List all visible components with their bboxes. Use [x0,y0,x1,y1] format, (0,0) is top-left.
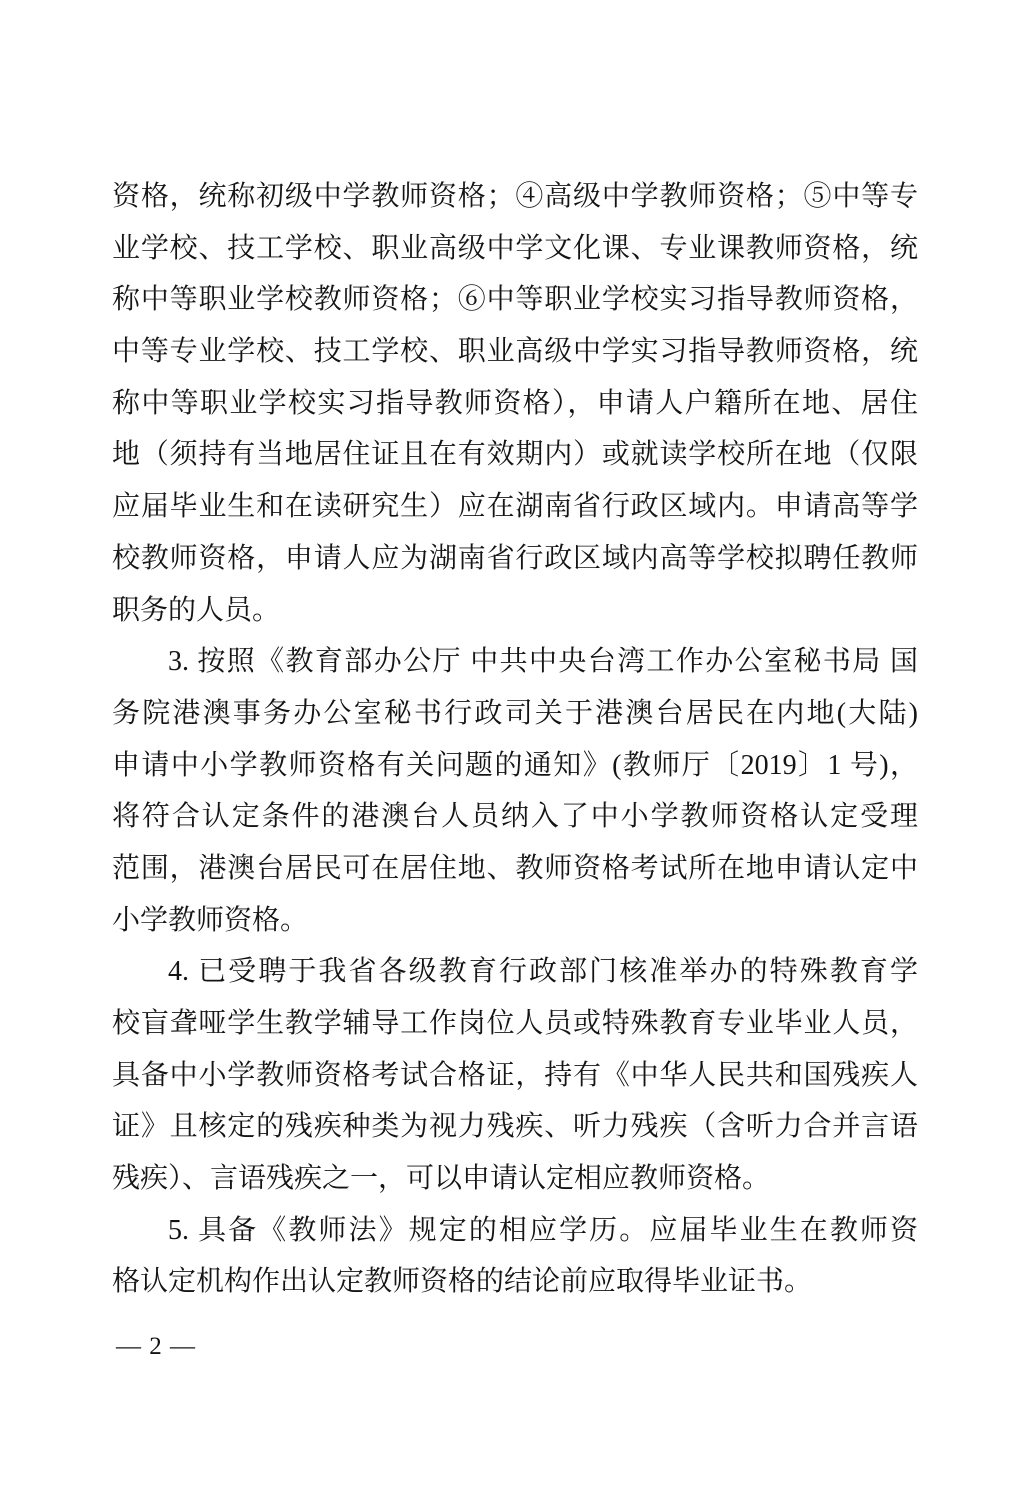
document-line: 务院港澳事务办公室秘书行政司关于港澳台居民在内地(大陆) [112,697,918,729]
document-line: 范围，港澳台居民可在居住地、教师资格考试所在地申请认定中 [112,852,918,884]
document-body [112,171,918,1308]
paragraph-clause-4 [112,946,918,1204]
paragraph-continuation [112,171,918,636]
document-line: 具备中小学教师资格考试合格证，持有《中华人民共和国残疾人 [112,1059,918,1091]
document-line: 证》且核定的残疾种类为视力残疾、听力残疾（含听力合并言语 [112,1111,918,1143]
document-line: 格认定机构作出认定教师资格的结论前应取得毕业证书。 [112,1266,813,1298]
document-line: 3. 按照《教育部办公厅 中共中央台湾工作办公室秘书局 国 [168,646,918,678]
document-line: 将符合认定条件的港澳台人员纳入了中小学教师资格认定受理 [112,801,918,833]
document-line: 职务的人员。 [112,594,281,626]
document-line: 残疾）、言语残疾之一，可以申请认定相应教师资格。 [112,1163,771,1195]
document-line: 4. 已受聘于我省各级教育行政部门核准举办的特殊教育学 [168,956,918,988]
paragraph-clause-3 [112,636,918,946]
document-line: 业学校、技工学校、职业高级中学文化课、专业课教师资格，统 [112,232,918,264]
document-line: 资格，统称初级中学教师资格；④高级中学教师资格；⑤中等专 [112,181,918,212]
document-line: 应届毕业生和在读研究生）应在湖南省行政区域内。申请高等学 [112,491,918,523]
document-line: 5. 具备《教师法》规定的相应学历。应届毕业生在教师资 [168,1214,918,1246]
document-line: 校教师资格，申请人应为湖南省行政区域内高等学校拟聘任教师 [112,542,918,574]
page-number: — 2 — [116,1333,196,1360]
document-line: 称中等职业学校实习指导教师资格），申请人户籍所在地、居住 [112,387,918,419]
document-line: 校盲聋哑学生教学辅导工作岗位人员或特殊教育专业毕业人员， [112,1008,918,1039]
document-line: 地（须持有当地居住证且在有效期内）或就读学校所在地（仅限 [112,439,918,471]
document-line: 称中等职业学校教师资格；⑥中等职业学校实习指导教师资格， [112,284,918,316]
document-line: 中等专业学校、技工学校、职业高级中学实习指导教师资格，统 [112,336,918,368]
paragraph-clause-5 [112,1205,918,1308]
document-line: 申请中小学教师资格有关问题的通知》(教师厅〔2019〕1 号)， [112,749,918,781]
document-line: 小学教师资格。 [112,904,309,936]
